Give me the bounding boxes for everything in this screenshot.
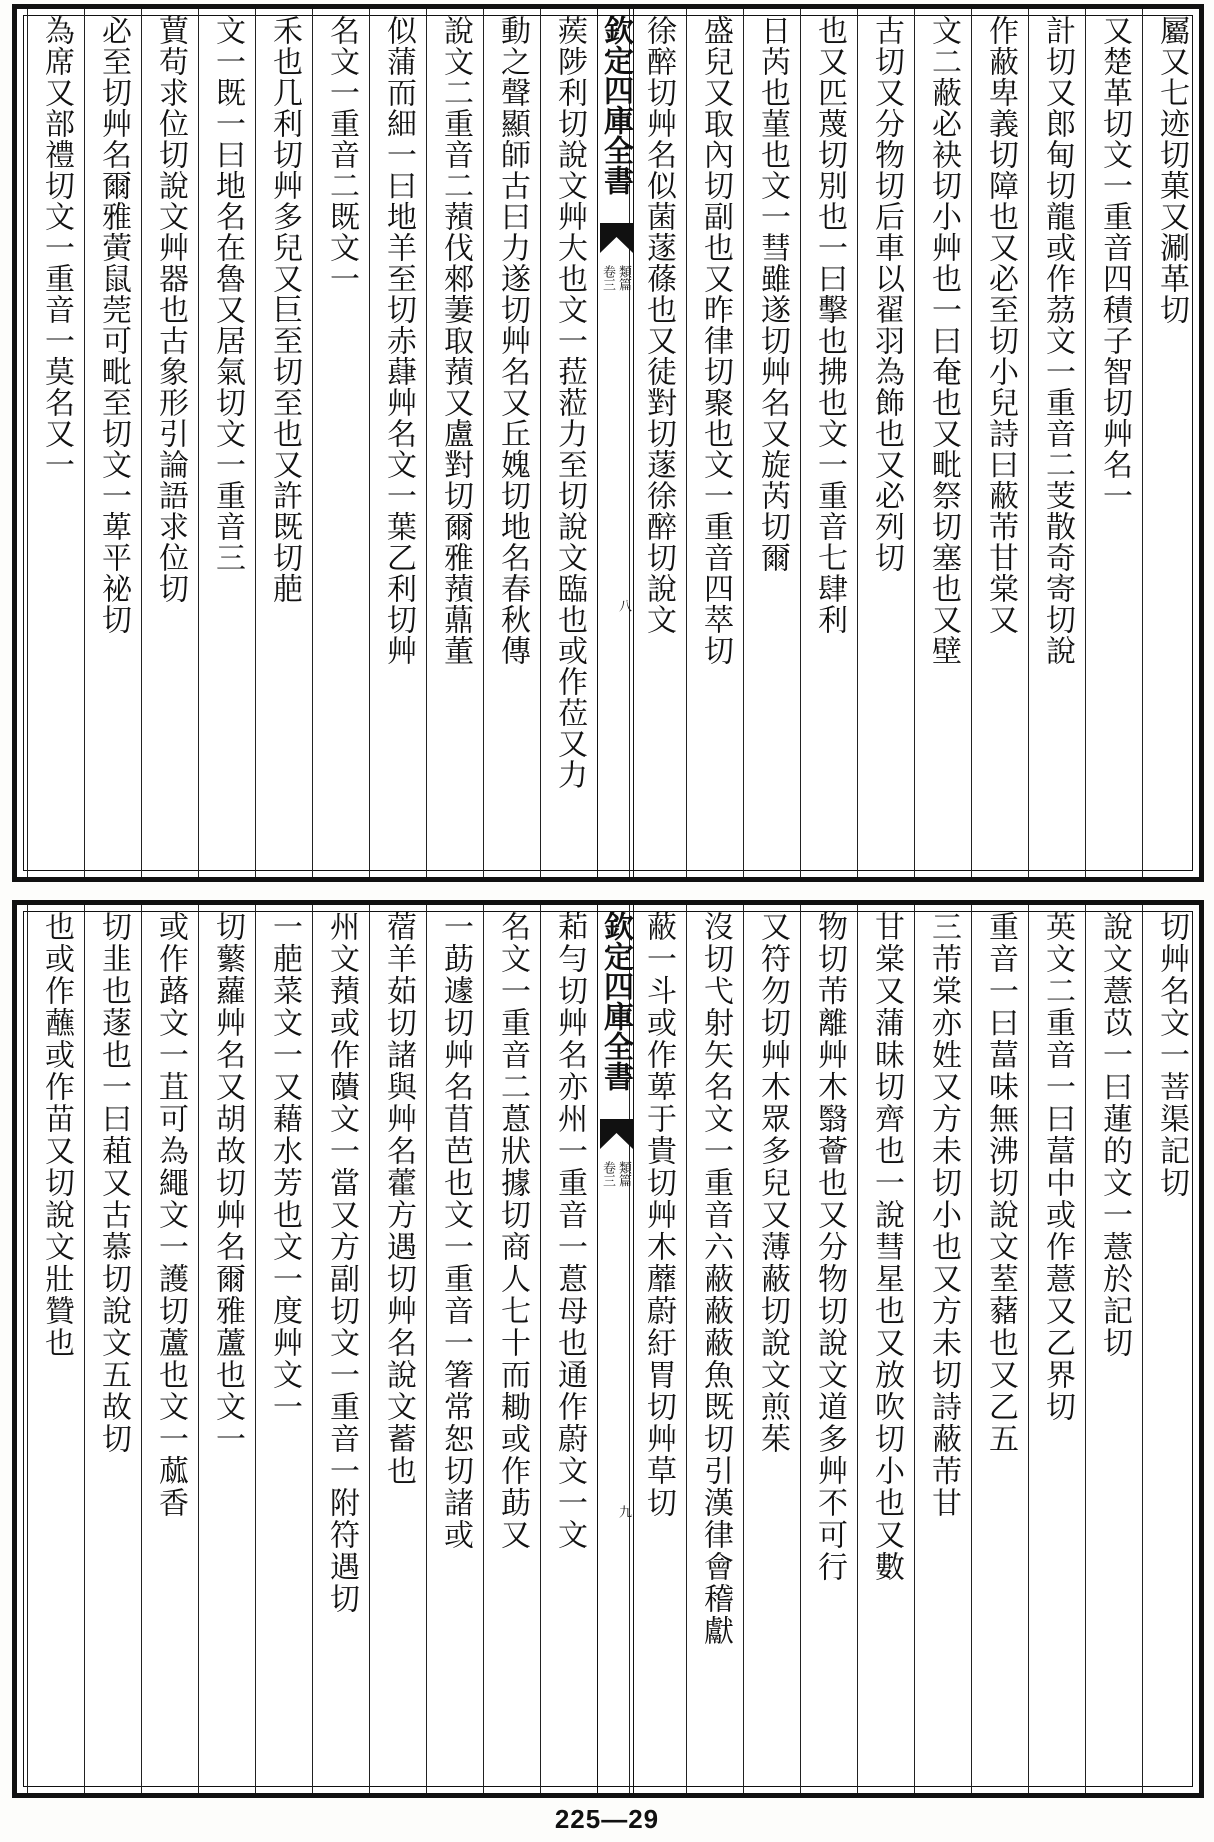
text-column: 重音一曰葍味無沸切說文荎藸也又乙五	[971, 905, 1028, 1793]
text-column: 名文一重音二既文一	[312, 9, 369, 877]
text-column: 又楚革切文一重音四積子智切艸名一	[1085, 9, 1142, 877]
series-title: 欽定四庫全書	[598, 911, 633, 1091]
text-column: 似蒲而細一曰地羊至切赤蕼艸名文一葉乙利切艸	[369, 9, 426, 877]
text-column: 為席又部禮切文一重音一莫名又一	[27, 9, 84, 877]
upper-right-half	[624, 9, 1199, 877]
fishtail-mark	[600, 1119, 633, 1149]
volume-category: 類篇	[616, 265, 631, 291]
text-column: 蓿羊茹切諸與艸名藿方遇切艸名說文蓄也	[369, 905, 426, 1793]
center-fold	[597, 9, 634, 877]
text-column: 古切又分物切后車以翟羽為飾也又必列切	[857, 9, 914, 877]
volume-number: 卷三	[600, 265, 615, 291]
leaf-number: 八	[616, 599, 631, 612]
text-column: 蕒苟求位切說文艸器也古象形引論語求位切	[141, 9, 198, 877]
text-column: 又符勿切艸木眾多兒又薄蔽切說文煎茱	[743, 905, 800, 1793]
text-column: 三芾棠亦姓又方未切小也又方未切詩蔽芾甘	[914, 905, 971, 1793]
text-column: 或作蕗文一苴可為繩文一護切蘆也文一蓏香	[141, 905, 198, 1793]
text-column: 甘棠又蒲昧切齊也一說彗星也又放吹切小也又數	[857, 905, 914, 1793]
text-column: 蔽一斗或作萆于貴切艸木蘼蔚紆胃切艸草切	[629, 905, 686, 1793]
text-column: 屬又七迹切菓又涮革切	[1142, 9, 1199, 877]
text-column: 也或作蘸或作苗又切說文壯贊也	[27, 905, 84, 1793]
leaf-number: 九	[616, 1505, 631, 1518]
volume-label	[600, 265, 631, 291]
text-column: 文一既一曰地名在魯又居氣切文一重音三	[198, 9, 255, 877]
text-column: 萂勻切艸名亦州一重音一蒠母也通作蔚文一文	[540, 905, 597, 1793]
text-column: 盛兒又取內切副也又昨律切聚也文一重音四萃切	[686, 9, 743, 877]
volume-number: 卷三	[600, 1161, 615, 1187]
series-title: 欽定四庫全書	[598, 15, 633, 195]
text-column: 一萉菜文一又藉水芳也文一度艸文一	[255, 905, 312, 1793]
text-column: 州文蕷或作藬文一當又方副切文一重音一附符遇切	[312, 905, 369, 1793]
volume-label	[600, 1161, 631, 1187]
text-column: 也又匹蔑切別也一曰擊也拂也文一重音七肆利	[800, 9, 857, 877]
text-column: 日芮也菫也文一彗雖遂切艸名又旋芮切爾	[743, 9, 800, 877]
page-number-footer: 225—29	[554, 1804, 660, 1834]
text-column: 名文一重音二蒠狀據切商人七十而耡或作莇又	[483, 905, 540, 1793]
text-column: 禾也几利切艸多兒又巨至切至也又許既切萉	[255, 9, 312, 877]
fishtail-mark	[600, 223, 633, 253]
text-column: 動之聲顯師古曰力遂切艸名又丘媿切地名春秋傳	[483, 9, 540, 877]
text-column: 計切又郎甸切龍或作茘文一重音二芰散奇寄切說	[1028, 9, 1085, 877]
text-column: 說文二重音二蕷伐郲萋取蕷又盧對切爾雅蕷薡董	[426, 9, 483, 877]
lower-left-half	[17, 905, 597, 1793]
text-column: 切韭也蓫也一曰蒩又古慕切說文五故切	[84, 905, 141, 1793]
text-column: 作蔽卑義切障也又必至切小兒詩曰蔽芾甘棠又	[971, 9, 1028, 877]
text-column: 蒺陟利切說文艸大也文一菈蒞力至切說文臨也或作莅又力	[540, 9, 597, 877]
center-fold	[597, 905, 634, 1793]
text-column: 切蘩蘿艸名又胡故切艸名爾雅蘆也文一	[198, 905, 255, 1793]
lower-folio	[12, 900, 1204, 1798]
upper-folio	[12, 4, 1204, 882]
volume-category: 類篇	[616, 1161, 631, 1187]
text-column: 物切芾離艸木翳薈也又分物切說文道多艸不可行	[800, 905, 857, 1793]
text-column: 文二蔽必袂切小艸也一曰奄也又毗祭切塞也又壁	[914, 9, 971, 877]
text-column: 英文二重音一曰葍中或作薏又乙界切	[1028, 905, 1085, 1793]
lower-right-half	[624, 905, 1199, 1793]
text-column: 沒切弋射矢名文一重音六蔽蔽蔽魚既切引漢律會稽獻	[686, 905, 743, 1793]
upper-left-half	[17, 9, 597, 877]
text-column: 說文薏苡一曰蓮的文一薏於記切	[1085, 905, 1142, 1793]
text-column: 必至切艸名爾雅蔩鼠莞可毗至切文一萆平祕切	[84, 9, 141, 877]
text-column: 切艸名文一菩渠記切	[1142, 905, 1199, 1793]
text-column: 徐醉切艸名似菌蓫蓧也又徒對切蓫徐醉切說文	[629, 9, 686, 877]
text-column: 一莇遽切艸名苜芭也文一重音一箸常恕切諸或	[426, 905, 483, 1793]
